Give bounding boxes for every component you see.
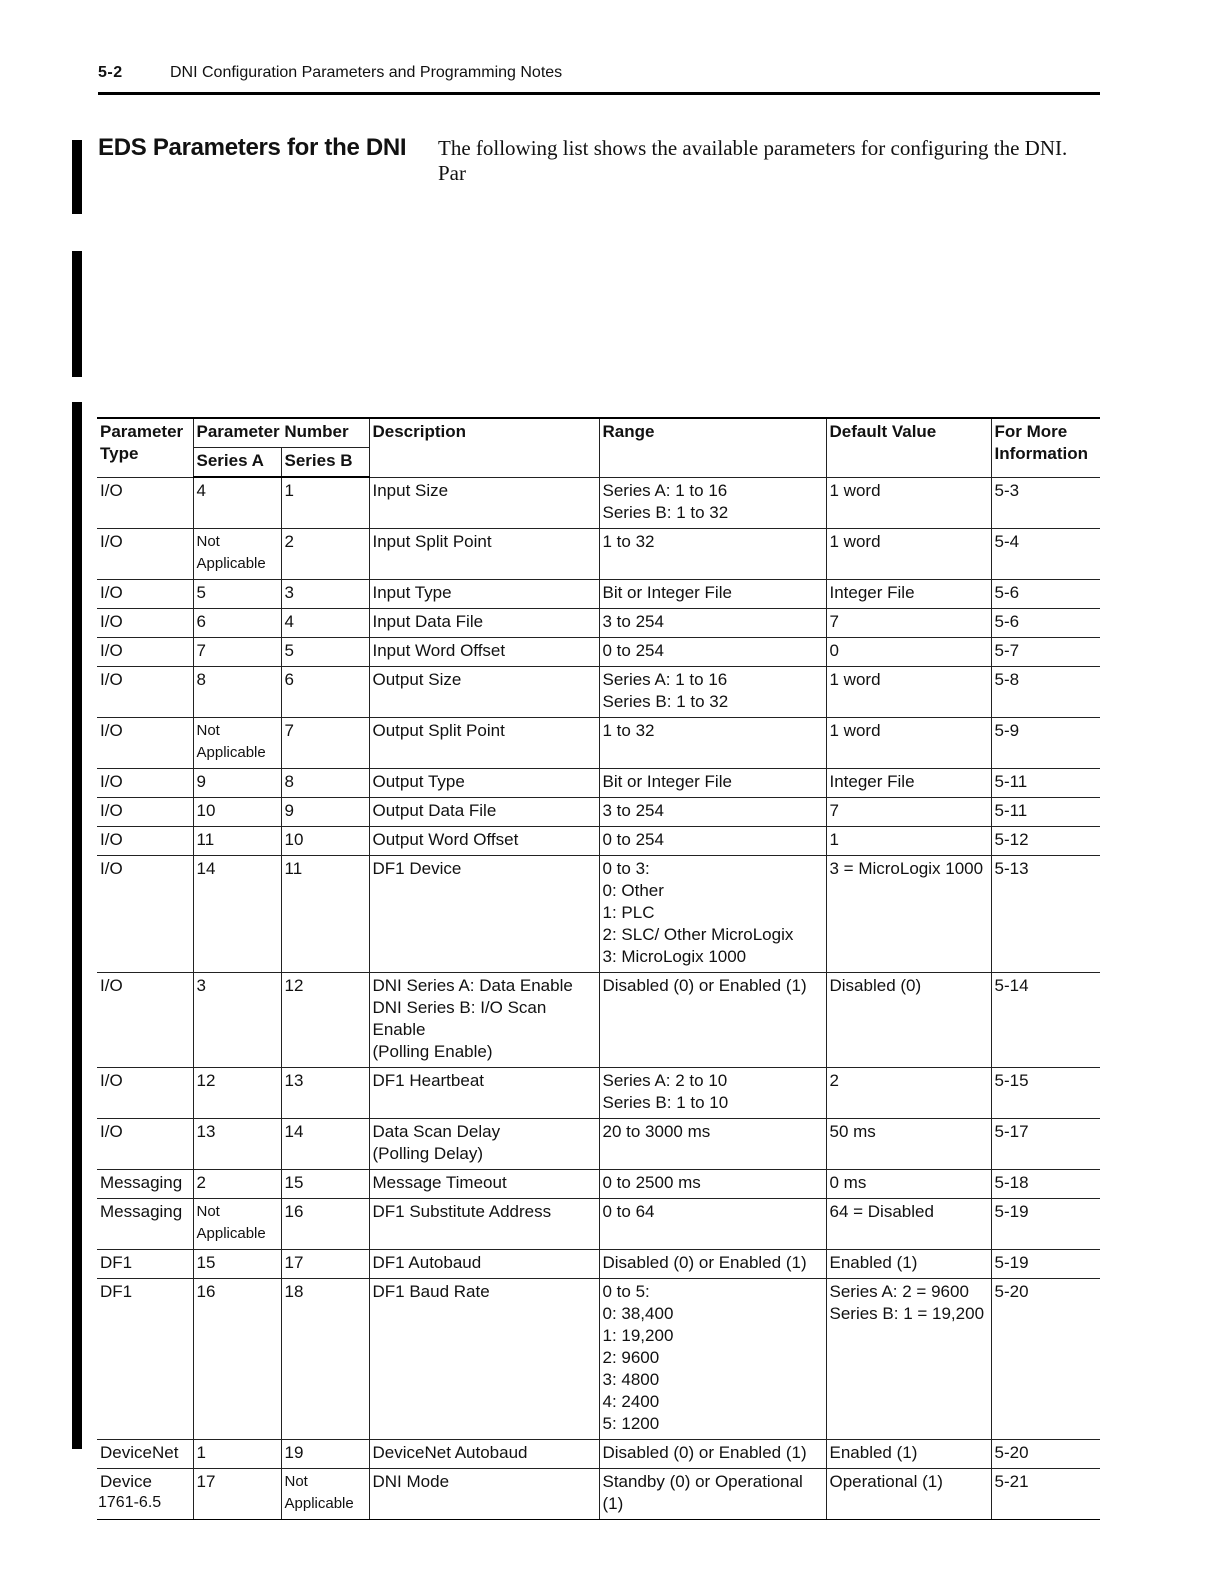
cell-series-a: 13 bbox=[193, 1118, 281, 1169]
cell-series-a: 2 bbox=[193, 1169, 281, 1198]
cell-description: Output Size bbox=[369, 666, 599, 717]
cell-range: Series A: 1 to 16 Series B: 1 to 32 bbox=[599, 666, 826, 717]
cell-series-a: 6 bbox=[193, 608, 281, 637]
table-row bbox=[97, 528, 1100, 579]
table-row bbox=[97, 608, 1100, 637]
cell-description: Data Scan Delay (Polling Delay) bbox=[369, 1118, 599, 1169]
cell-series-b: 19 bbox=[281, 1439, 369, 1468]
header-rule bbox=[98, 92, 1100, 95]
header-series-b: Series B bbox=[281, 448, 369, 478]
cell-series-a: 1 bbox=[193, 1439, 281, 1468]
cell-default-value: 64 = Disabled bbox=[826, 1198, 991, 1249]
running-title: DNI Configuration Parameters and Programming Notes bbox=[170, 64, 563, 81]
page-number: 5-2 bbox=[98, 64, 123, 81]
cell-more-info: 5-17 bbox=[991, 1118, 1100, 1169]
cell-range: 0 to 3: 0: Other 1: PLC 2: SLC/ Other MicroLogix 3: MicroLogix 1000 bbox=[599, 855, 826, 972]
header-parameter-type: Parameter Type bbox=[97, 418, 193, 477]
table-row bbox=[97, 1067, 1100, 1118]
change-bar bbox=[72, 140, 82, 214]
cell-series-b: 16 bbox=[281, 1198, 369, 1249]
cell-series-a: 15 bbox=[193, 1249, 281, 1278]
cell-series-a: 17 bbox=[193, 1468, 281, 1519]
cell-default-value: Integer File bbox=[826, 768, 991, 797]
cell-series-a: Not Applicable bbox=[193, 1198, 281, 1249]
cell-default-value: 2 bbox=[826, 1067, 991, 1118]
table-row bbox=[97, 717, 1100, 768]
cell-description: DF1 Baud Rate bbox=[369, 1278, 599, 1439]
cell-series-b: 7 bbox=[281, 717, 369, 768]
cell-more-info: 5-21 bbox=[991, 1468, 1100, 1519]
cell-more-info: 5-8 bbox=[991, 666, 1100, 717]
table-row bbox=[97, 826, 1100, 855]
cell-default-value: 1 word bbox=[826, 477, 991, 528]
cell-series-b: 12 bbox=[281, 972, 369, 1067]
cell-parameter-type: I/O bbox=[97, 972, 193, 1067]
cell-range: 20 to 3000 ms bbox=[599, 1118, 826, 1169]
cell-description: Input Split Point bbox=[369, 528, 599, 579]
cell-parameter-type: I/O bbox=[97, 608, 193, 637]
cell-range: Disabled (0) or Enabled (1) bbox=[599, 972, 826, 1067]
cell-default-value: 1 word bbox=[826, 666, 991, 717]
table-row bbox=[97, 1198, 1100, 1249]
cell-range: Bit or Integer File bbox=[599, 579, 826, 608]
cell-series-b: 1 bbox=[281, 477, 369, 528]
intro-paragraph: The following list shows the available parameters for configuring the DNI. Par bbox=[438, 136, 1068, 185]
cell-default-value: 1 word bbox=[826, 717, 991, 768]
cell-range: 0 to 2500 ms bbox=[599, 1169, 826, 1198]
table-row bbox=[97, 1169, 1100, 1198]
cell-series-b: 18 bbox=[281, 1278, 369, 1439]
cell-series-b: 17 bbox=[281, 1249, 369, 1278]
cell-more-info: 5-3 bbox=[991, 477, 1100, 528]
cell-parameter-type: DF1 bbox=[97, 1249, 193, 1278]
cell-range: Disabled (0) or Enabled (1) bbox=[599, 1249, 826, 1278]
header-range: Range bbox=[599, 418, 826, 477]
cell-description: DF1 Device bbox=[369, 855, 599, 972]
table-row bbox=[97, 1278, 1100, 1439]
cell-range: 1 to 32 bbox=[599, 717, 826, 768]
table-row bbox=[97, 797, 1100, 826]
cell-parameter-type: I/O bbox=[97, 768, 193, 797]
cell-series-a: 5 bbox=[193, 579, 281, 608]
cell-range: 3 to 254 bbox=[599, 797, 826, 826]
cell-series-a: 10 bbox=[193, 797, 281, 826]
cell-default-value: 1 word bbox=[826, 528, 991, 579]
cell-default-value: 50 ms bbox=[826, 1118, 991, 1169]
cell-series-a: 14 bbox=[193, 855, 281, 972]
cell-default-value: 3 = MicroLogix 1000 bbox=[826, 855, 991, 972]
cell-more-info: 5-6 bbox=[991, 608, 1100, 637]
cell-range: Disabled (0) or Enabled (1) bbox=[599, 1439, 826, 1468]
header-default-value: Default Value bbox=[826, 418, 991, 477]
table-row bbox=[97, 972, 1100, 1067]
cell-default-value: Enabled (1) bbox=[826, 1249, 991, 1278]
cell-series-b: 5 bbox=[281, 637, 369, 666]
cell-parameter-type: I/O bbox=[97, 528, 193, 579]
cell-series-a: 9 bbox=[193, 768, 281, 797]
cell-series-a: 7 bbox=[193, 637, 281, 666]
cell-more-info: 5-12 bbox=[991, 826, 1100, 855]
cell-series-b: 4 bbox=[281, 608, 369, 637]
cell-default-value: 0 bbox=[826, 637, 991, 666]
cell-more-info: 5-4 bbox=[991, 528, 1100, 579]
header-parameter-number: Parameter Number bbox=[193, 418, 369, 448]
change-bar bbox=[72, 402, 82, 1449]
cell-more-info: 5-14 bbox=[991, 972, 1100, 1067]
cell-range: Standby (0) or Operational (1) bbox=[599, 1468, 826, 1519]
section-heading: EDS Parameters for the DNI bbox=[98, 134, 407, 161]
table-row bbox=[97, 637, 1100, 666]
table-row bbox=[97, 477, 1100, 528]
cell-series-b: 15 bbox=[281, 1169, 369, 1198]
cell-range: 0 to 64 bbox=[599, 1198, 826, 1249]
cell-range: Series A: 2 to 10 Series B: 1 to 10 bbox=[599, 1067, 826, 1118]
cell-range: 0 to 5: 0: 38,400 1: 19,200 2: 9600 3: 4800 4: 2400 5: 1200 bbox=[599, 1278, 826, 1439]
cell-more-info: 5-18 bbox=[991, 1169, 1100, 1198]
cell-default-value: 7 bbox=[826, 797, 991, 826]
cell-default-value: 1 bbox=[826, 826, 991, 855]
cell-description: Message Timeout bbox=[369, 1169, 599, 1198]
cell-series-b: 13 bbox=[281, 1067, 369, 1118]
cell-parameter-type: I/O bbox=[97, 1118, 193, 1169]
change-bar bbox=[72, 251, 82, 377]
cell-parameter-type: I/O bbox=[97, 797, 193, 826]
cell-series-a: 12 bbox=[193, 1067, 281, 1118]
cell-parameter-type: Messaging bbox=[97, 1198, 193, 1249]
cell-description: DF1 Substitute Address bbox=[369, 1198, 599, 1249]
cell-parameter-type: I/O bbox=[97, 637, 193, 666]
cell-default-value: Enabled (1) bbox=[826, 1439, 991, 1468]
cell-range: 3 to 254 bbox=[599, 608, 826, 637]
cell-more-info: 5-11 bbox=[991, 797, 1100, 826]
cell-more-info: 5-20 bbox=[991, 1439, 1100, 1468]
cell-more-info: 5-11 bbox=[991, 768, 1100, 797]
cell-series-a: 3 bbox=[193, 972, 281, 1067]
cell-more-info: 5-19 bbox=[991, 1249, 1100, 1278]
cell-description: DNI Mode bbox=[369, 1468, 599, 1519]
cell-range: 0 to 254 bbox=[599, 826, 826, 855]
cell-parameter-type: Messaging bbox=[97, 1169, 193, 1198]
cell-description: Input Type bbox=[369, 579, 599, 608]
cell-more-info: 5-13 bbox=[991, 855, 1100, 972]
cell-description: Input Data File bbox=[369, 608, 599, 637]
cell-more-info: 5-15 bbox=[991, 1067, 1100, 1118]
cell-series-b: 3 bbox=[281, 579, 369, 608]
table-row bbox=[97, 1118, 1100, 1169]
cell-parameter-type: I/O bbox=[97, 826, 193, 855]
header-series-a: Series A bbox=[193, 448, 281, 478]
cell-description: Input Word Offset bbox=[369, 637, 599, 666]
cell-description: Output Data File bbox=[369, 797, 599, 826]
header-for-more-information: For More Information bbox=[991, 418, 1100, 477]
cell-range: 0 to 254 bbox=[599, 637, 826, 666]
cell-series-b: 11 bbox=[281, 855, 369, 972]
cell-default-value: Operational (1) bbox=[826, 1468, 991, 1519]
table-row bbox=[97, 1249, 1100, 1278]
cell-description: DF1 Autobaud bbox=[369, 1249, 599, 1278]
cell-parameter-type: Device bbox=[97, 1468, 193, 1519]
publication-code: 1761-6.5 bbox=[98, 1494, 162, 1511]
table-row bbox=[97, 1468, 1100, 1519]
cell-default-value: 0 ms bbox=[826, 1169, 991, 1198]
table-row bbox=[97, 666, 1100, 717]
cell-series-a: 4 bbox=[193, 477, 281, 528]
table-row bbox=[97, 579, 1100, 608]
cell-default-value: Disabled (0) bbox=[826, 972, 991, 1067]
table-row bbox=[97, 855, 1100, 972]
cell-series-a: 16 bbox=[193, 1278, 281, 1439]
cell-series-a: 8 bbox=[193, 666, 281, 717]
cell-description: Output Type bbox=[369, 768, 599, 797]
cell-range: Bit or Integer File bbox=[599, 768, 826, 797]
parameters-table bbox=[97, 417, 1100, 1520]
cell-parameter-type: DeviceNet bbox=[97, 1439, 193, 1468]
cell-parameter-type: I/O bbox=[97, 579, 193, 608]
cell-series-b: 6 bbox=[281, 666, 369, 717]
cell-description: Output Split Point bbox=[369, 717, 599, 768]
cell-parameter-type: DF1 bbox=[97, 1278, 193, 1439]
table-row bbox=[97, 768, 1100, 797]
cell-description: DF1 Heartbeat bbox=[369, 1067, 599, 1118]
cell-range: Series A: 1 to 16 Series B: 1 to 32 bbox=[599, 477, 826, 528]
cell-series-a: 11 bbox=[193, 826, 281, 855]
cell-series-a: Not Applicable bbox=[193, 717, 281, 768]
cell-more-info: 5-6 bbox=[991, 579, 1100, 608]
cell-series-b: 9 bbox=[281, 797, 369, 826]
cell-description: DNI Series A: Data Enable DNI Series B: I/O Scan Enable (Polling Enable) bbox=[369, 972, 599, 1067]
cell-parameter-type: I/O bbox=[97, 1067, 193, 1118]
table-row bbox=[97, 1439, 1100, 1468]
cell-default-value: Integer File bbox=[826, 579, 991, 608]
cell-parameter-type: I/O bbox=[97, 477, 193, 528]
cell-series-b: 2 bbox=[281, 528, 369, 579]
cell-more-info: 5-20 bbox=[991, 1278, 1100, 1439]
cell-description: DeviceNet Autobaud bbox=[369, 1439, 599, 1468]
cell-more-info: 5-9 bbox=[991, 717, 1100, 768]
cell-description: Output Word Offset bbox=[369, 826, 599, 855]
cell-series-a: Not Applicable bbox=[193, 528, 281, 579]
cell-series-b: 8 bbox=[281, 768, 369, 797]
cell-default-value: 7 bbox=[826, 608, 991, 637]
cell-more-info: 5-7 bbox=[991, 637, 1100, 666]
cell-series-b: 10 bbox=[281, 826, 369, 855]
cell-parameter-type: I/O bbox=[97, 717, 193, 768]
cell-parameter-type: I/O bbox=[97, 855, 193, 972]
cell-description: Input Size bbox=[369, 477, 599, 528]
cell-default-value: Series A: 2 = 9600 Series B: 1 = 19,200 bbox=[826, 1278, 991, 1439]
cell-more-info: 5-19 bbox=[991, 1198, 1100, 1249]
cell-series-b: Not Applicable bbox=[281, 1468, 369, 1519]
cell-range: 1 to 32 bbox=[599, 528, 826, 579]
cell-series-b: 14 bbox=[281, 1118, 369, 1169]
cell-parameter-type: I/O bbox=[97, 666, 193, 717]
header-description: Description bbox=[369, 418, 599, 477]
